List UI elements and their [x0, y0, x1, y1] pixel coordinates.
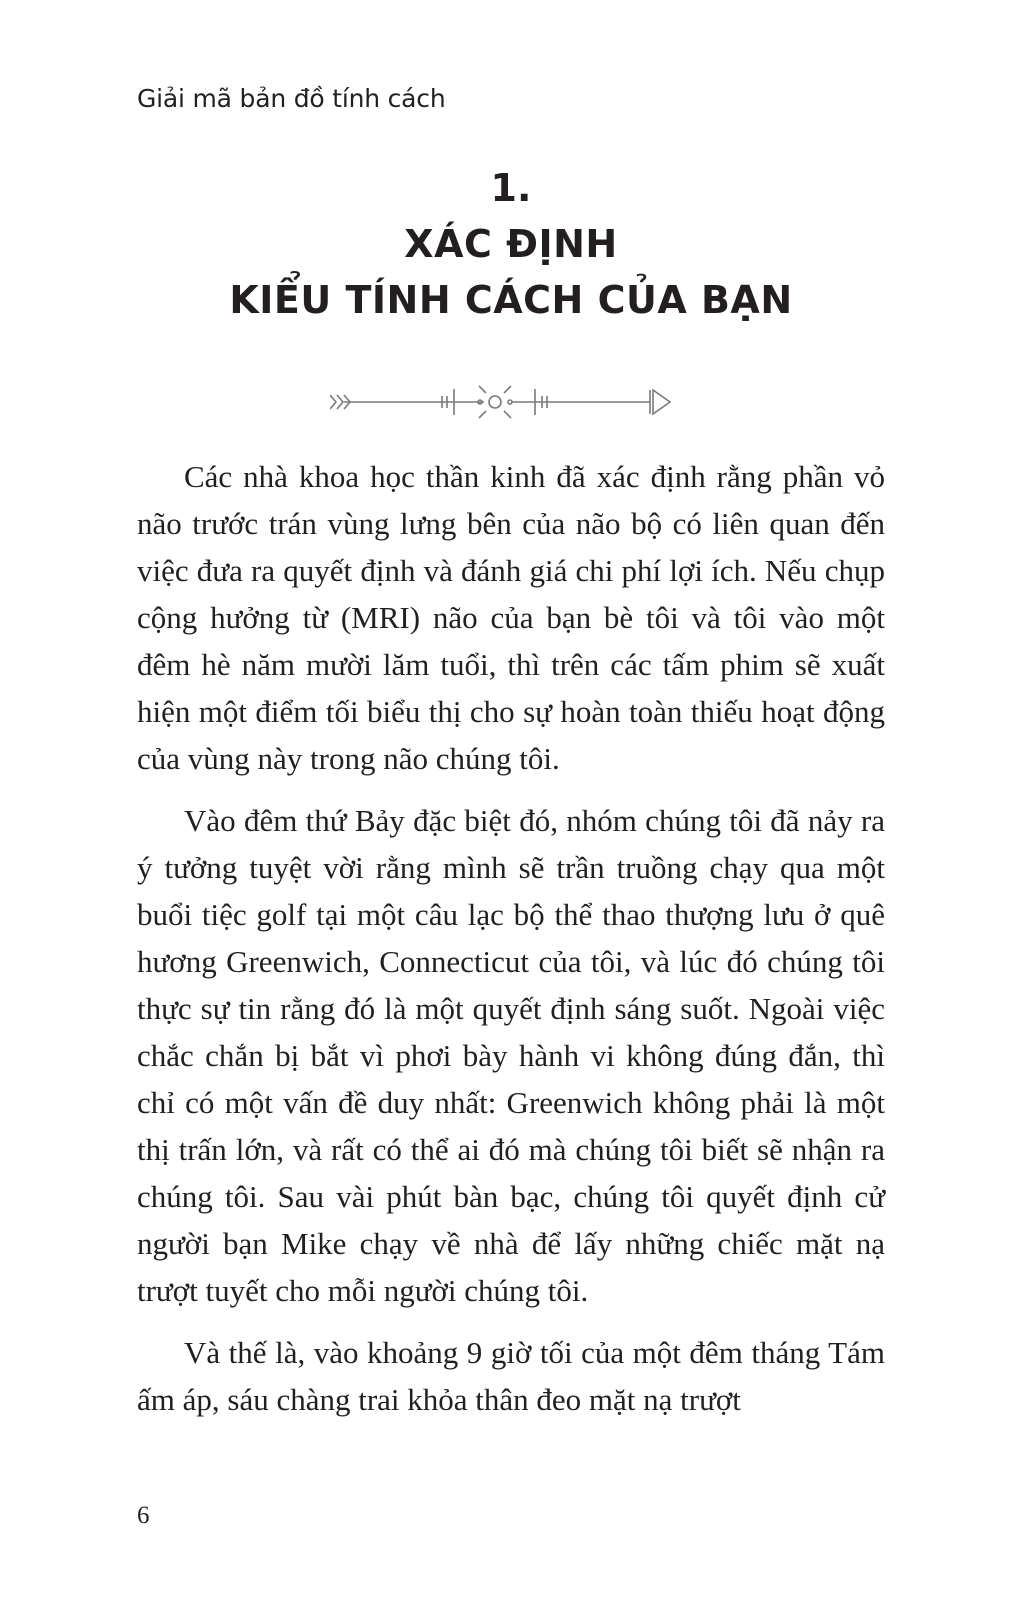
running-header: Giải mã bản đồ tính cách [137, 84, 446, 113]
chapter-title-line-1: XÁC ĐỊNH [404, 222, 618, 266]
body-text [137, 453, 885, 1438]
chapter-heading [137, 160, 885, 328]
arrow-divider-icon [330, 384, 690, 420]
paragraph-3: Và thế là, vào khoảng 9 giờ tối của một đêm tháng Tám ấm áp, sáu chàng trai khỏa thân đeo mặt nạ trượt [137, 1335, 885, 1417]
paragraph-1: Các nhà khoa học thần kinh đã xác định rằng phần vỏ não trước trán vùng lưng bên của não bộ có liên quan đến việc đưa ra quyết định và đánh giá chi phí lợi ích. Nếu chụp cộng hưởng từ (MRI) não của bạn bè tôi và tôi vào một đêm hè năm mười lăm tuổi, thì trên các tấm phim sẽ xuất hiện một điểm tối biểu thị cho sự hoàn toàn thiếu hoạt động của vùng này trong não chúng tôi. [137, 459, 885, 776]
paragraph-2: Vào đêm thứ Bảy đặc biệt đó, nhóm chúng tôi đã nảy ra ý tưởng tuyệt vời rằng mình sẽ trần truồng chạy qua một buổi tiệc golf tại một câu lạc bộ thể thao thượng lưu ở quê hương Greenwich, Connecticut của tôi, và lúc đó chúng tôi thực sự tin rằng đó là một quyết định sáng suốt. Ngoài việc chắc chắn bị bắt vì phơi bày hành vi không đúng đắn, thì chỉ có một vấn đề duy nhất: Greenwich không phải là một thị trấn lớn, và rất có thể ai đó mà chúng tôi biết sẽ nhận ra chúng tôi. Sau vài phút bàn bạc, chúng tôi quyết định cử người bạn Mike chạy về nhà để lấy những chiếc mặt nạ trượt tuyết cho mỗi người chúng tôi. [137, 803, 885, 1308]
chapter-title-line-2: KIỂU TÍNH CÁCH CỦA BẠN [229, 278, 793, 322]
chapter-number: 1. [490, 166, 532, 210]
page-number: 6 [137, 1502, 150, 1529]
